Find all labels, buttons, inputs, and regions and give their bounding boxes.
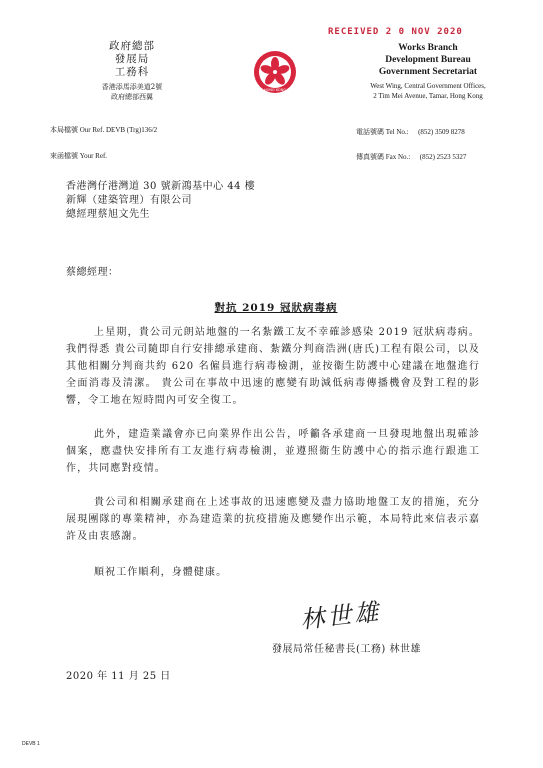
- recipient-person: 總經理蔡旭文先生: [66, 209, 150, 220]
- received-stamp: RECEIVED 2 0 NOV 2020: [328, 27, 463, 37]
- your-ref-label: 來函檔號 Your Ref.: [50, 152, 108, 160]
- recipient-address: 香港灣仔港灣道 30 號新鴻基中心 44 樓: [66, 181, 256, 192]
- header-cn-line: 政府總部: [109, 40, 155, 52]
- fax-number: [356, 153, 466, 162]
- fax-label: 傳真號碼 Fax No.:: [356, 153, 411, 161]
- closing-line: 順祝工作順利，身體健康。: [94, 567, 228, 578]
- body-paragraph: 貴公司和相關承建商在上述事故的迅速應變及盡力協助地盤工友的措施，充分展現團隊的專業精神，亦為建造業的抗疫措施及應變作出示範，本局特此來信表示嘉許及由衷感謝。: [66, 497, 480, 542]
- header-cn-line: 工務科: [114, 66, 150, 78]
- salutation: 蔡總經理：: [66, 267, 119, 278]
- our-ref-value: DEVB (Trg)136/2: [106, 126, 158, 134]
- letter-date: 2020 年 11 月 25 日: [66, 671, 171, 682]
- header-cn-address: 政府總部西翼: [111, 93, 153, 101]
- header-chinese: [72, 40, 192, 102]
- header-cn-address: 香港添馬添美道2號: [101, 83, 163, 91]
- header-en-address: West Wing, Central Government Offices,: [370, 82, 486, 90]
- recipient-company: 新輝（建築管理）有限公司: [66, 195, 192, 206]
- header-english: [348, 42, 508, 101]
- tel-number: [356, 128, 465, 137]
- header-en-line: Development Bureau: [385, 55, 471, 65]
- fax-value: (852) 2523 5327: [419, 153, 467, 161]
- tel-value: (852) 3509 8278: [418, 128, 465, 136]
- hong-kong-emblem-icon: [250, 48, 300, 100]
- recipient-block: [66, 180, 255, 222]
- emblem-text: HONG KONG: [263, 88, 287, 92]
- our-ref-label: 本局檔號 Our Ref.: [50, 126, 105, 134]
- our-ref: [50, 126, 157, 135]
- handwritten-signature: 林世雄: [299, 597, 383, 635]
- footer-code: DEVB 1: [22, 741, 40, 747]
- header-cn-line: 發展局: [114, 53, 150, 65]
- header-en-line: Government Secretariat: [378, 67, 478, 77]
- header-en-line: Works Branch: [398, 43, 458, 53]
- header-en-address: 2 Tim Mei Avenue, Tamar, Hong Kong: [373, 91, 483, 100]
- signatory: 發展局常任秘書長(工務) 林世雄: [272, 644, 421, 655]
- body-paragraph: 此外，建造業議會亦已向業界作出公告，呼籲各承建商一旦發現地盤出現確診個案，應盡快安排所有工友進行病毒檢測，並遵照衞生防護中心的指示進行跟進工作，共同應對疫情。: [66, 429, 480, 474]
- your-ref: [50, 152, 107, 161]
- letter-subject: 對抗 2019 冠狀病毒病: [214, 302, 338, 314]
- body-paragraph: 上星期，貴公司元朗站地盤的一名紮鐵工友不幸確診感染 2019 冠狀病毒病。我們得悉 貴公司隨即自行安排總承建商、紮鐵分判商浩洲(唐氏)工程有限公司，以及其他相關分判商共約 620 名僱員進行病毒檢測，並按衞生防護中心建議在地盤進行全面消毒及清潔。 貴公司在事故中迅速的應變有助減低病毒傳播機會及對工程的影響，令工地在短時間內可安全復工。: [66, 327, 480, 406]
- tel-label: 電話號碼 Tel No.:: [356, 128, 409, 136]
